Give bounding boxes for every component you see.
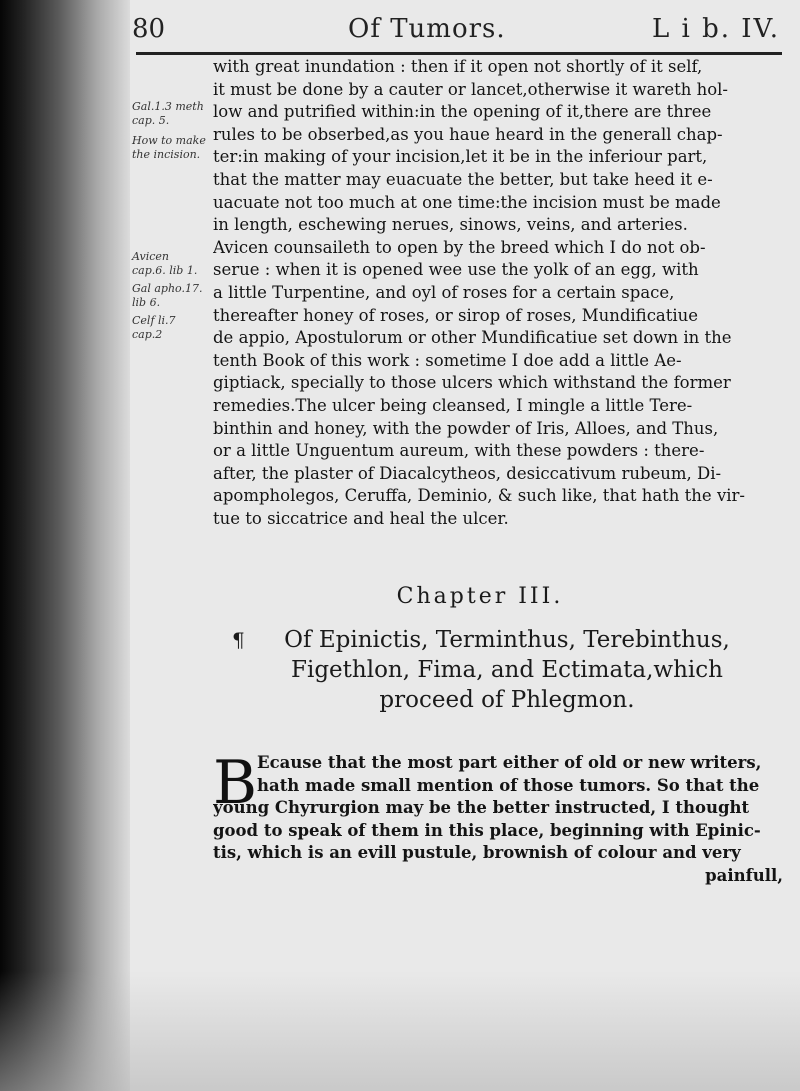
text-line: apompholegos, Ceruffa, Deminio, & such like, that hath the vir- xyxy=(213,486,746,506)
margin-note: Avicen cap.6. lib 1. xyxy=(132,250,198,277)
text-line: binthin and honey, with the powder of Iris, Alloes, and Thus, xyxy=(213,418,719,438)
body-text xyxy=(213,56,783,530)
text-line: Ecause that the most part either of old or new writers, xyxy=(257,753,762,772)
text-line: Avicen counsaileth to open by the breed which I do not ob- xyxy=(213,237,706,257)
text-line: in length, eschewing nerues, sinows, veins, and arteries. xyxy=(213,215,688,235)
chapter-title-line: Figethlon, Fima, and Ectimata,which xyxy=(291,657,723,683)
page-number: 80 xyxy=(132,14,166,44)
margin-note: Gal apho.17. lib 6. xyxy=(132,282,203,309)
text-line: thereafter honey of roses, or sirop of roses, Mundificatiue xyxy=(213,305,699,325)
margin-note: Celf li.7 cap.2 xyxy=(132,314,176,341)
text-line: after, the plaster of Diacalcytheos, desiccativum rubeum, Di- xyxy=(213,463,722,483)
page-bottom-shadow xyxy=(0,971,800,1091)
text-line: serue : when it is opened wee use the yolk of an egg, with xyxy=(213,260,699,280)
margin-note: How to make the incision. xyxy=(132,134,206,161)
text-line: young Chyrurgion may be the better instructed, I thought xyxy=(213,798,750,818)
text-line: remedies.The ulcer being cleansed, I mingle a little Tere- xyxy=(213,395,693,415)
text-line: good to speak of them in this place, beginning with Epinic- xyxy=(213,820,761,840)
pilcrow-icon: ¶ xyxy=(232,628,245,652)
text-line: giptiack, specially to those ulcers which withstand the former xyxy=(213,373,731,393)
chapter-title xyxy=(232,625,782,715)
margin-note: Gal.1.3 meth cap. 5. xyxy=(132,100,204,127)
text-line: tenth Book of this work : sometime I doe add a little Ae- xyxy=(213,350,682,370)
text-line: tis, which is an evill pustule, brownish of colour and very xyxy=(213,843,741,863)
text-line: it must be done by a cauter or lancet,otherwise it wareth hol- xyxy=(213,79,729,99)
header-rule xyxy=(136,52,782,55)
text-line: low and putrified within:in the opening of it,there are three xyxy=(213,102,712,122)
running-header xyxy=(132,14,782,44)
chapter-title-line: Of Epinictis, Terminthus, Terebinthus, xyxy=(284,627,730,653)
book-reference: L i b. IV. xyxy=(652,14,781,44)
chapter-body xyxy=(213,748,783,888)
text-line: hath made small mention of those tumors. So that the xyxy=(257,775,760,795)
text-line: with great inundation : then if it open not shortly of it self, xyxy=(213,57,703,76)
book-spine-shadow xyxy=(0,0,130,1091)
chapter-heading: Chapter III. xyxy=(396,584,564,609)
text-line: or a little Unguentum aureum, with these powders : there- xyxy=(213,441,705,461)
text-line: a little Turpentine, and oyl of roses for a certain space, xyxy=(213,282,675,302)
text-line: de appio, Apostulorum or other Mundificatiue set down in the xyxy=(213,328,732,348)
running-title: Of Tumors. xyxy=(348,14,506,44)
text-line: ter:in making of your incision,let it be in the inferiour part, xyxy=(213,147,708,167)
text-line: uacuate not too much at one time:the incision must be made xyxy=(213,192,721,212)
drop-cap: B xyxy=(213,748,258,818)
text-line: tue to siccatrice and heal the ulcer. xyxy=(213,508,509,528)
text-line: painfull, xyxy=(705,865,783,885)
text-line: rules to be obserbed,as you haue heard in the generall chap- xyxy=(213,124,723,144)
chapter-title-line: proceed of Phlegmon. xyxy=(379,687,635,713)
text-line: that the matter may euacuate the better, but take heed it e- xyxy=(213,169,713,189)
